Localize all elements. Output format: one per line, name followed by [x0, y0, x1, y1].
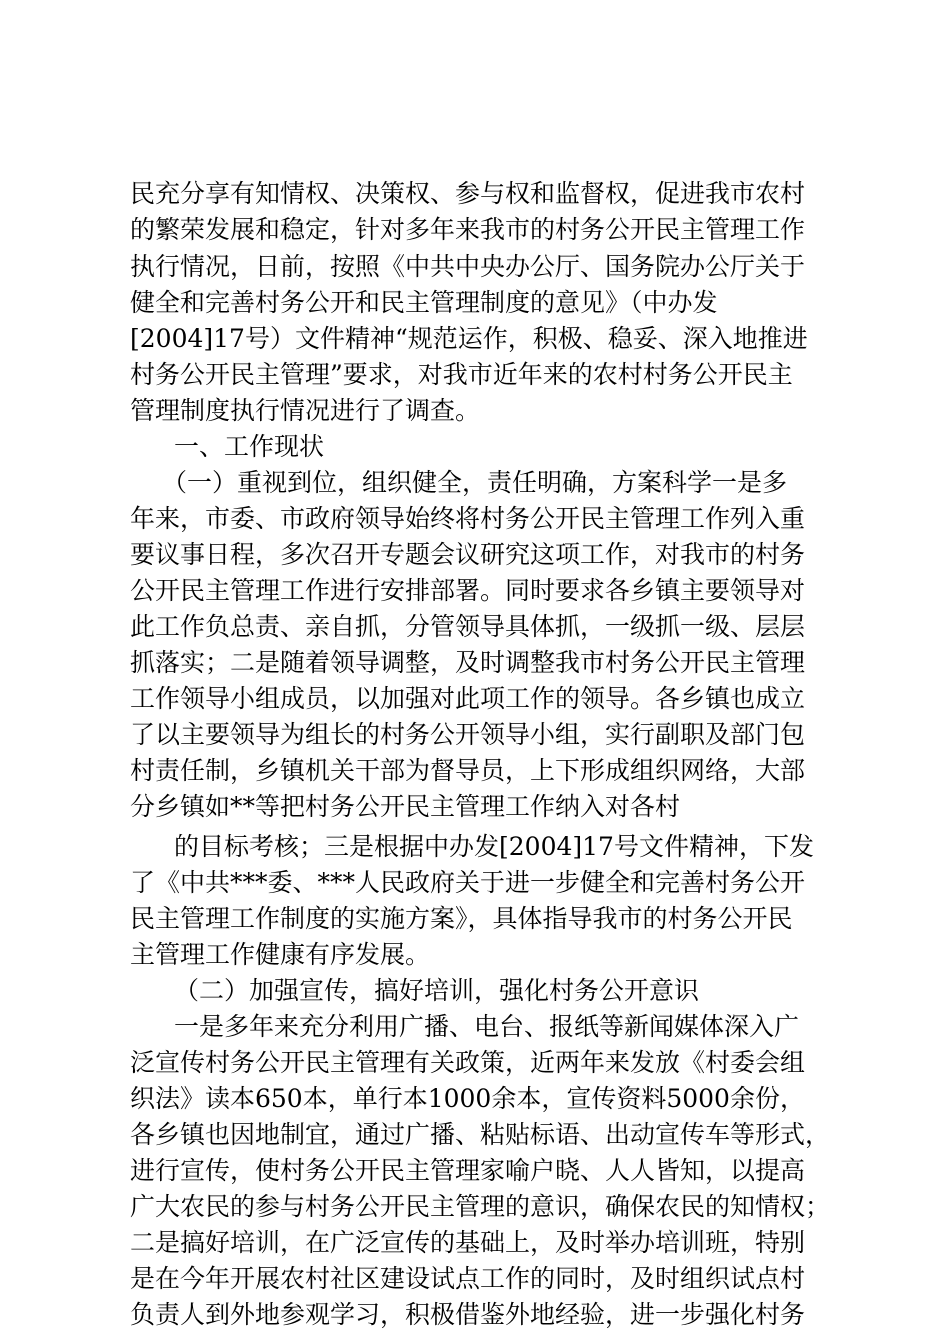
text-line: 民主管理工作制度的实施方案》，具体指导我市的村务公开民: [130, 904, 793, 933]
text-line: 健全和完善村务公开和民主管理制度的意见》（中办发: [130, 288, 718, 317]
text-line: 年来，市委、市政府领导始终将村务公开民主管理工作列入重: [130, 504, 806, 533]
text-line: 织法》读本650本，单行本1000余本，宣传资料5000余份，: [130, 1084, 805, 1113]
text-line: 广大农民的参与村务公开民主管理的意识，确保农民的知情权；: [130, 1192, 830, 1221]
text-line: 了《中共***委、***人民政府关于进一步健全和完善村务公开: [130, 868, 806, 897]
text-line: 工作领导小组成员，以加强对此项工作的领导。各乡镇也成立: [130, 684, 806, 713]
text-line: 的繁荣发展和稳定，针对多年来我市的村务公开民主管理工作: [130, 215, 806, 244]
text-line: 了以主要领导为组长的村务公开领导小组，实行副职及部门包: [130, 720, 806, 749]
text-line: 一是多年来充分利用广播、电台、报纸等新闻媒体深入广: [174, 1012, 800, 1041]
text-line: 要议事日程，多次召开专题会议研究这项工作，对我市的村务: [130, 540, 806, 569]
text-line: [2004]17号）文件精神“规范运作，积极、稳妥、深入地推进: [130, 324, 808, 353]
text-line: 抓落实；二是随着领导调整，及时调整我市村务公开民主管理: [130, 648, 806, 677]
subsection-heading: （一）重视到位，组织健全，责任明确，方案科学一是多: [162, 468, 788, 497]
text-line: 主管理工作健康有序发展。: [130, 940, 431, 969]
text-line: 村责任制，乡镇机关干部为督导员，上下形成组织网络，大部: [130, 756, 806, 785]
text-line: 公开民主管理工作进行安排部署。同时要求各乡镇主要领导对: [130, 576, 806, 605]
text-line: 进行宣传，使村务公开民主管理家喻户晓、人人皆知，以提高: [130, 1156, 806, 1185]
text-line: 负责人到外地参观学习，积极借鉴外地经验，进一步强化村务: [130, 1300, 806, 1329]
text-line: 是在今年开展农村社区建设试点工作的同时，及时组织试点村: [130, 1264, 806, 1293]
text-line: 分乡镇如**等把村务公开民主管理工作纳入对各村: [130, 792, 681, 821]
text-line: 民充分享有知情权、决策权、参与权和监督权，促进我市农村: [130, 179, 806, 208]
text-line: 泛宣传村务公开民主管理有关政策，近两年来发放《村委会组: [130, 1048, 806, 1077]
text-line: 此工作负总责、亲自抓，分管领导具体抓，一级抓一级、层层: [130, 612, 806, 641]
text-line: 管理制度执行情况进行了调查。: [130, 396, 481, 425]
text-line: 二是搞好培训，在广泛宣传的基础上，及时举办培训班，特别: [130, 1228, 806, 1257]
text-line: 各乡镇也因地制宜，通过广播、粘贴标语、出动宣传车等形式，: [130, 1120, 830, 1149]
subsection-heading: （二）加强宣传，搞好培训，强化村务公开意识: [174, 976, 700, 1005]
text-line: 执行情况，日前，按照《中共中央办公厅、国务院办公厅关于: [130, 252, 806, 281]
section-heading: 一、工作现状: [174, 432, 325, 461]
text-line: 村务公开民主管理”要求，对我市近年来的农村村务公开民主: [130, 360, 793, 389]
text-line: 的目标考核；三是根据中办发[2004]17号文件精神，下发: [174, 832, 814, 861]
